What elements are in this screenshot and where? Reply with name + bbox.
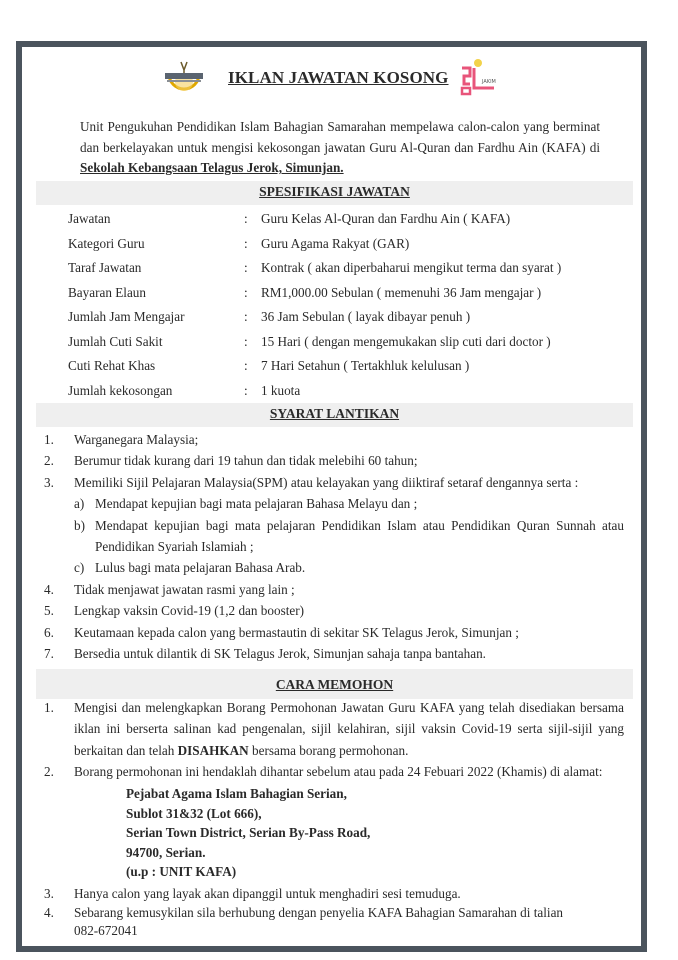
spec-value: Kontrak ( akan diperbaharui mengikut terma dan syarat ) — [261, 260, 562, 275]
spec-label: Kategori Guru — [68, 235, 145, 251]
item-text: Keutamaan kepada calon yang bermastautin di sekitar SK Telagus Jerok, Simunjan ; — [74, 624, 519, 640]
spec-value: 7 Hari Setahun ( Tertakhluk kelulusan ) — [261, 358, 470, 373]
address-block — [126, 784, 370, 882]
sub-item-letter: c) — [74, 560, 85, 576]
spec-row — [68, 236, 628, 261]
spec-colon: : — [244, 211, 248, 226]
item-text: Sebarang kemusykilan sila berhubung dengan penyelia KAFA Bahagian Samarahan di talian — [74, 904, 564, 920]
item-number: 4. — [44, 581, 54, 597]
section-heading-syarat: SYARAT LANTIKAN — [269, 406, 400, 421]
list-item — [44, 450, 624, 471]
item-text: Memiliki Sijil Pelajaran Malaysia(SPM) atau kelayakan yang diiktiraf setaraf dengannya serta : — [74, 474, 579, 490]
item-number: 1. — [44, 700, 54, 715]
spec-colon: : — [244, 235, 248, 251]
section-band-syarat — [36, 403, 633, 427]
item-text: Tidak menjawat jawatan rasmi yang lain ; — [74, 581, 295, 597]
school-name: Sekolah Kebangsaan Telagus Jerok, Simunjan. — [80, 160, 344, 175]
sub-item-letter: a) — [74, 496, 85, 512]
spec-value: 15 Hari ( dengan mengemukakan slip cuti dari doctor ) — [261, 333, 551, 349]
spec-value: RM1,000.00 Sebulan ( memenuhi 36 Jam mengajar ) — [261, 284, 542, 300]
spec-colon: : — [244, 382, 248, 398]
sub-list-item — [44, 515, 624, 558]
intro-paragraph — [80, 117, 600, 179]
sub-item-letter: b) — [74, 517, 85, 533]
item-number: 4. — [44, 904, 54, 920]
list-item — [44, 579, 624, 600]
item-number: 7. — [44, 646, 54, 662]
spec-label: Jawatan — [68, 211, 111, 226]
item-text: Berumur tidak kurang dari 19 tahun dan tidak melebihi 60 tahun; — [74, 453, 418, 469]
cara-list-continued — [44, 885, 624, 941]
spec-row — [68, 358, 628, 383]
spec-row — [68, 211, 628, 236]
spec-label: Bayaran Elaun — [68, 284, 146, 300]
spec-label: Cuti Rehat Khas — [68, 358, 156, 373]
address-line: Sublot 31&32 (Lot 666), — [126, 805, 262, 821]
cara-list — [44, 697, 624, 783]
list-item — [44, 885, 624, 904]
sub-item-text: Mendapat kepujian bagi mata pelajaran Pendidikan Islam atau Pendidikan Quran Sunnah atau Pendidikan Syariah Islamiah ; — [95, 517, 624, 555]
syarat-list — [44, 429, 624, 664]
sub-item-text: Mendapat kepujian bagi mata pelajaran Bahasa Melayu dan ; — [95, 496, 418, 512]
phone-number: 082-672041 — [74, 923, 138, 938]
header — [22, 58, 641, 100]
item-text: Mengisi dan melengkapkan Borang Permohonan Jawatan Guru KAFA yang telah disediakan bersama iklan ini berserta salinan kad pengenalan, sijil kelahiran, sijil vaksin Covid-19 serta sijil-sijil yang berkaitan dan telah — [74, 700, 624, 758]
svg-text:JAKIM: JAKIM — [482, 79, 496, 85]
list-item — [44, 697, 624, 761]
spec-colon: : — [244, 358, 248, 373]
address-line: 94700, Serian. — [126, 844, 206, 860]
spec-value: 1 kuota — [261, 382, 301, 398]
spec-row — [68, 285, 628, 310]
item-text-bold: DISAHKAN — [177, 742, 249, 758]
spec-value: Guru Kelas Al-Quran dan Fardhu Ain ( KAFA) — [261, 211, 511, 226]
spec-colon: : — [244, 333, 248, 349]
list-item — [44, 904, 624, 941]
spec-value: 36 Jam Sebulan ( layak dibayar penuh ) — [261, 309, 471, 324]
sub-list-item — [44, 493, 624, 514]
sub-list-item — [44, 557, 624, 578]
item-text: Hanya calon yang layak akan dipanggil untuk menghadiri sesi temuduga. — [74, 886, 461, 901]
item-number: 2. — [44, 453, 54, 469]
list-item — [44, 761, 624, 782]
item-number: 3. — [44, 886, 54, 901]
item-text: Borang permohonan ini hendaklah dihantar sebelum atau pada 24 Febuari 2022 (Khamis) di alamat: — [74, 764, 603, 780]
spec-label: Jumlah kekosongan — [68, 382, 173, 398]
spec-row — [68, 309, 628, 334]
list-item — [44, 643, 624, 664]
advertisement-frame — [16, 41, 647, 952]
spec-colon: : — [244, 309, 248, 324]
item-number: 3. — [44, 474, 54, 490]
spec-row — [68, 334, 628, 359]
spec-label: Taraf Jawatan — [68, 260, 142, 275]
jakim-logo-icon — [458, 58, 498, 98]
section-heading-spesifikasi: SPESIFIKASI JAWATAN — [259, 184, 410, 199]
page-title: IKLAN JAWATAN KOSONG — [228, 68, 449, 87]
address-line: Serian Town District, Serian By-Pass Road, — [126, 825, 371, 840]
spec-colon: : — [244, 260, 248, 275]
sub-item-text: Lulus bagi mata pelajaran Bahasa Arab. — [95, 560, 306, 576]
spec-table — [68, 211, 628, 407]
list-item — [44, 622, 624, 643]
item-text: bersama borang permohonan. — [248, 742, 409, 758]
item-number: 6. — [44, 624, 54, 640]
address-line: (u.p : UNIT KAFA) — [126, 864, 237, 879]
spec-row — [68, 260, 628, 285]
spec-label: Jumlah Cuti Sakit — [68, 333, 163, 349]
item-number: 1. — [44, 432, 54, 447]
item-number: 2. — [44, 764, 54, 780]
list-item — [44, 600, 624, 621]
intro-text: Unit Pengukuhan Pendidikan Islam Bahagian Samarahan mempelawa calon-calon yang berminat dan berkelayakan untuk mengisi kekosongan jawatan Guru Al-Quran dan Fardhu Ain (KAFA) di — [80, 119, 600, 155]
spec-colon: : — [244, 284, 248, 300]
item-text: Lengkap vaksin Covid-19 (1,2 dan booster) — [74, 603, 305, 619]
list-item — [44, 472, 624, 493]
spec-label: Jumlah Jam Mengajar — [68, 309, 185, 324]
bahagian-logo-icon — [163, 60, 205, 96]
section-heading-cara: CARA MEMOHON — [275, 677, 394, 692]
address-line: Pejabat Agama Islam Bahagian Serian, — [126, 786, 347, 801]
item-number: 5. — [44, 603, 54, 619]
item-text: Bersedia untuk dilantik di SK Telagus Jerok, Simunjan sahaja tanpa bantahan. — [74, 646, 486, 662]
list-item — [44, 429, 624, 450]
spec-value: Guru Agama Rakyat (GAR) — [261, 235, 410, 251]
section-band-spesifikasi — [36, 181, 633, 205]
item-text: Warganegara Malaysia; — [74, 432, 199, 447]
section-band-cara — [36, 669, 633, 699]
